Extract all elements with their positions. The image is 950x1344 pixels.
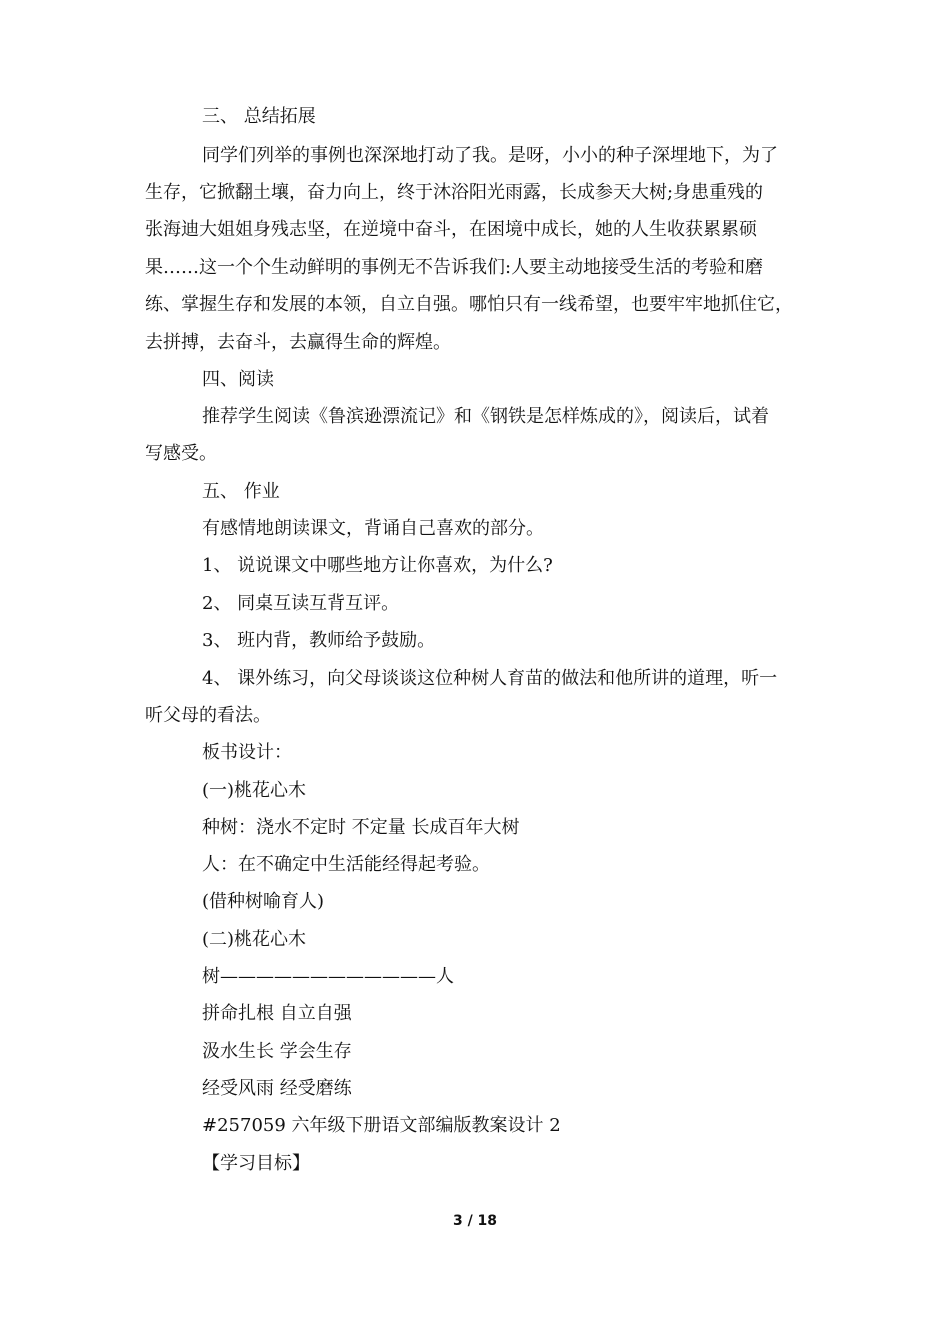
page-number: 3 / 18 bbox=[452, 1213, 498, 1229]
board-line: 拼命扎根 自立自强 bbox=[202, 1003, 352, 1024]
paragraph-line: 同学们列举的事例也深深地打动了我。是呀，小小的种子深埋地下，为了 bbox=[202, 145, 778, 166]
paragraph-line: 写感受。 bbox=[145, 443, 217, 464]
learning-goals-heading: 【学习目标】 bbox=[202, 1153, 310, 1174]
board-line: 汲水生长 学会生存 bbox=[202, 1041, 352, 1062]
section-heading-reading: 四、阅读 bbox=[202, 369, 274, 390]
list-item: 2、 同桌互读互背互评。 bbox=[202, 593, 400, 614]
board-line: (二)桃花心木 bbox=[202, 929, 307, 950]
paragraph-line: 生存，它掀翻土壤，奋力向上，终于沐浴阳光雨露，长成参天大树;身患重残的 bbox=[145, 182, 764, 203]
board-line: (一)桃花心木 bbox=[202, 780, 307, 801]
paragraph-line: 果……这一个个生动鲜明的事例无不告诉我们:人要主动地接受生活的考验和磨 bbox=[145, 257, 764, 278]
paragraph-line: 去拼搏，去奋斗，去赢得生命的辉煌。 bbox=[145, 332, 451, 353]
section-heading-homework: 五、 作业 bbox=[202, 481, 280, 502]
board-line: 树————————————人 bbox=[202, 966, 454, 987]
paragraph-line: 听父母的看法。 bbox=[145, 705, 271, 726]
board-line: (借种树喻育人) bbox=[202, 891, 325, 912]
list-item: 1、 说说课文中哪些地方让你喜欢，为什么? bbox=[202, 555, 553, 576]
board-design-heading: 板书设计： bbox=[202, 742, 292, 763]
list-item: 4、 课外练习，向父母谈谈这位种树人育苗的做法和他所讲的道理，听一 bbox=[202, 668, 778, 689]
paragraph-line: 张海迪大姐姐身残志坚，在逆境中奋斗，在困境中成长，她的人生收获累累硕 bbox=[145, 219, 757, 240]
paragraph-line: 有感情地朗读课文，背诵自己喜欢的部分。 bbox=[202, 518, 544, 539]
document-title: #257059 六年级下册语文部编版教案设计 2 bbox=[202, 1115, 561, 1136]
paragraph-line: 练、掌握生存和发展的本领，自立自强。哪怕只有一线希望，也要牢牢地抓住它， bbox=[145, 294, 793, 315]
board-line: 种树：浇水不定时 不定量 长成百年大树 bbox=[202, 817, 520, 838]
board-line: 经受风雨 经受磨练 bbox=[202, 1078, 352, 1099]
section-heading-summary: 三、 总结拓展 bbox=[202, 106, 316, 127]
board-line: 人：在不确定中生活能经得起考验。 bbox=[202, 854, 490, 875]
paragraph-line: 推荐学生阅读《鲁滨逊漂流记》和《钢铁是怎样炼成的》，阅读后，试着 bbox=[202, 406, 769, 427]
list-item: 3、 班内背，教师给予鼓励。 bbox=[202, 630, 436, 651]
